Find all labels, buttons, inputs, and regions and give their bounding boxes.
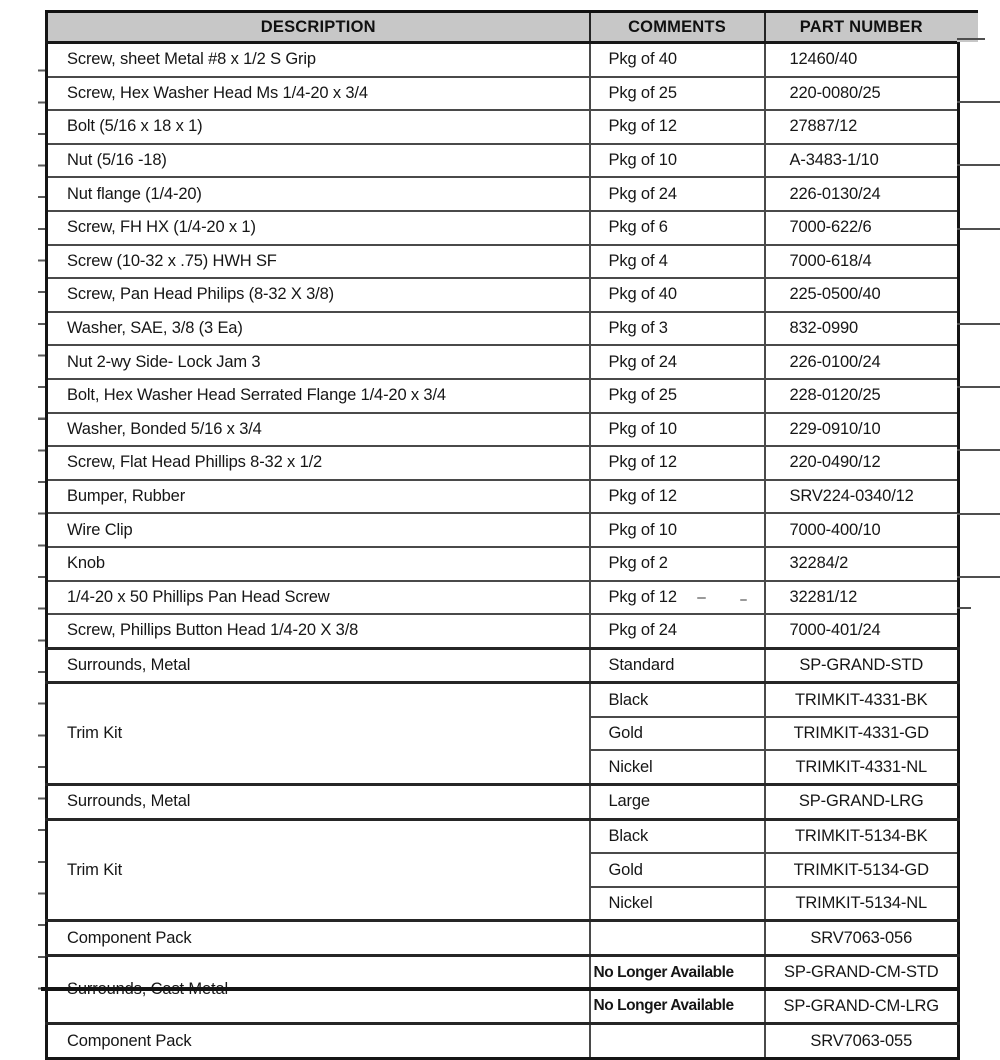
scan-smudge	[697, 597, 706, 599]
scan-smudge	[740, 599, 747, 601]
comments-cell: Pkg of 12	[590, 480, 765, 514]
part-number-cell: 7000-400/10	[765, 513, 959, 547]
comments-cell: Pkg of 2	[590, 547, 765, 581]
table-row	[47, 177, 959, 211]
part-number-cell: 225-0500/40	[765, 278, 959, 312]
description-cell: Surrounds, Metal	[47, 785, 590, 820]
part-number-cell: 220-0080/25	[765, 77, 959, 111]
column-header-description: DESCRIPTION	[47, 12, 590, 43]
row-line-extension	[957, 38, 985, 40]
description-cell: Screw, FH HX (1/4-20 x 1)	[47, 211, 590, 245]
header-row	[47, 12, 959, 43]
part-number-cell: TRIMKIT-5134-GD	[765, 853, 959, 887]
table-row	[47, 245, 959, 279]
part-number-cell: TRIMKIT-4331-GD	[765, 717, 959, 751]
comments-cell: Pkg of 4	[590, 245, 765, 279]
comments-cell: Pkg of 25	[590, 77, 765, 111]
row-line-extension	[957, 513, 1000, 515]
row-line-extension	[957, 164, 1000, 166]
part-number-cell: SRV7063-056	[765, 921, 959, 956]
part-number-cell: 7000-401/24	[765, 614, 959, 648]
comments-cell	[590, 921, 765, 956]
table-row	[47, 312, 959, 346]
description-cell: Surrounds, Metal	[47, 648, 590, 683]
part-number-cell: 229-0910/10	[765, 413, 959, 447]
part-number-cell: 7000-618/4	[765, 245, 959, 279]
comments-cell: No Longer Available	[590, 956, 765, 990]
part-number-cell: SP-GRAND-LRG	[765, 785, 959, 820]
description-cell: Component Pack	[47, 1024, 590, 1059]
comments-cell: Pkg of 10	[590, 413, 765, 447]
part-number-cell: 27887/12	[765, 110, 959, 144]
description-cell: Nut (5/16 -18)	[47, 144, 590, 178]
part-number-cell: 226-0100/24	[765, 345, 959, 379]
row-line-extension	[957, 228, 1000, 230]
part-number-cell: A-3483-1/10	[765, 144, 959, 178]
table-row	[47, 785, 959, 820]
table-row	[47, 581, 959, 615]
part-number-cell: 32284/2	[765, 547, 959, 581]
description-cell: Trim Kit	[47, 819, 590, 921]
parts-table-body	[47, 43, 959, 1059]
part-number-cell: 220-0490/12	[765, 446, 959, 480]
comments-cell: Gold	[590, 717, 765, 751]
part-number-cell: SRV7063-055	[765, 1024, 959, 1059]
comments-cell: Pkg of 24	[590, 345, 765, 379]
description-cell: Washer, SAE, 3/8 (3 Ea)	[47, 312, 590, 346]
table-row	[47, 956, 959, 990]
description-cell: Screw, Hex Washer Head Ms 1/4-20 x 3/4	[47, 77, 590, 111]
comments-cell: Pkg of 40	[590, 43, 765, 77]
comments-cell: Pkg of 40	[590, 278, 765, 312]
row-line-extension	[957, 576, 1000, 578]
table-row	[47, 144, 959, 178]
description-cell: 1/4-20 x 50 Phillips Pan Head Screw	[47, 581, 590, 615]
table-row	[47, 77, 959, 111]
table-bottom-rule	[41, 987, 960, 991]
table-row	[47, 819, 959, 853]
description-cell: Wire Clip	[47, 513, 590, 547]
comments-cell: Pkg of 12	[590, 446, 765, 480]
column-header-part-number: PART NUMBER	[765, 12, 959, 43]
description-cell: Knob	[47, 547, 590, 581]
table-row	[47, 921, 959, 956]
part-number-cell: 832-0990	[765, 312, 959, 346]
comments-cell: Standard	[590, 648, 765, 683]
part-number-cell: SP-GRAND-STD	[765, 648, 959, 683]
row-line-extension	[957, 101, 1000, 103]
table-row	[47, 648, 959, 683]
comments-cell: Pkg of 6	[590, 211, 765, 245]
table-row	[47, 110, 959, 144]
comments-cell: No Longer Available	[590, 990, 765, 1024]
part-number-cell: 228-0120/25	[765, 379, 959, 413]
comments-cell: Pkg of 10	[590, 513, 765, 547]
description-cell: Bolt (5/16 x 18 x 1)	[47, 110, 590, 144]
table-row	[47, 43, 959, 77]
part-number-cell: 226-0130/24	[765, 177, 959, 211]
table-row	[47, 211, 959, 245]
row-line-extension	[957, 386, 1000, 388]
description-cell: Component Pack	[47, 921, 590, 956]
description-cell: Bumper, Rubber	[47, 480, 590, 514]
comments-cell: Pkg of 24	[590, 614, 765, 648]
description-cell: Screw, sheet Metal #8 x 1/2 S Grip	[47, 43, 590, 77]
comments-cell: Pkg of 25	[590, 379, 765, 413]
table-row	[47, 446, 959, 480]
part-number-cell: SP-GRAND-CM-LRG	[765, 990, 959, 1024]
table-row	[47, 480, 959, 514]
table-row	[47, 547, 959, 581]
part-number-cell: SP-GRAND-CM-STD	[765, 956, 959, 990]
table-row	[47, 345, 959, 379]
description-cell: Nut 2-wy Side- Lock Jam 3	[47, 345, 590, 379]
table-row	[47, 683, 959, 717]
table-row	[47, 1024, 959, 1059]
part-number-cell: 7000-622/6	[765, 211, 959, 245]
comments-cell: Pkg of 12	[590, 581, 765, 615]
part-number-cell: TRIMKIT-4331-BK	[765, 683, 959, 717]
part-number-cell: 12460/40	[765, 43, 959, 77]
description-cell: Screw, Phillips Button Head 1/4-20 X 3/8	[47, 614, 590, 648]
table-row	[47, 278, 959, 312]
column-header-comments: COMMENTS	[590, 12, 765, 43]
table-row	[47, 614, 959, 648]
description-cell: Washer, Bonded 5/16 x 3/4	[47, 413, 590, 447]
description-cell: Trim Kit	[47, 683, 590, 785]
comments-cell: Large	[590, 785, 765, 820]
row-line-extension	[957, 323, 1000, 325]
table-row	[47, 513, 959, 547]
parts-table	[45, 10, 960, 1060]
part-number-cell: TRIMKIT-5134-NL	[765, 887, 959, 921]
part-number-cell: SRV224-0340/12	[765, 480, 959, 514]
row-line-extension	[957, 607, 971, 609]
description-cell: Screw, Pan Head Philips (8-32 X 3/8)	[47, 278, 590, 312]
comments-cell: Black	[590, 819, 765, 853]
description-cell: Bolt, Hex Washer Head Serrated Flange 1/4-20 x 3/4	[47, 379, 590, 413]
comments-cell: Black	[590, 683, 765, 717]
comments-cell	[590, 1024, 765, 1059]
part-number-cell: 32281/12	[765, 581, 959, 615]
comments-cell: Nickel	[590, 887, 765, 921]
part-number-cell: TRIMKIT-5134-BK	[765, 819, 959, 853]
row-line-extension	[957, 449, 1000, 451]
description-cell: Nut flange (1/4-20)	[47, 177, 590, 211]
comments-cell: Gold	[590, 853, 765, 887]
table-row	[47, 379, 959, 413]
comments-cell: Pkg of 12	[590, 110, 765, 144]
description-cell: Screw, Flat Head Phillips 8-32 x 1/2	[47, 446, 590, 480]
table-row	[47, 413, 959, 447]
comments-cell: Nickel	[590, 750, 765, 784]
description-cell: Screw (10-32 x .75) HWH SF	[47, 245, 590, 279]
part-number-cell: TRIMKIT-4331-NL	[765, 750, 959, 784]
comments-cell: Pkg of 3	[590, 312, 765, 346]
comments-cell: Pkg of 10	[590, 144, 765, 178]
comments-cell: Pkg of 24	[590, 177, 765, 211]
